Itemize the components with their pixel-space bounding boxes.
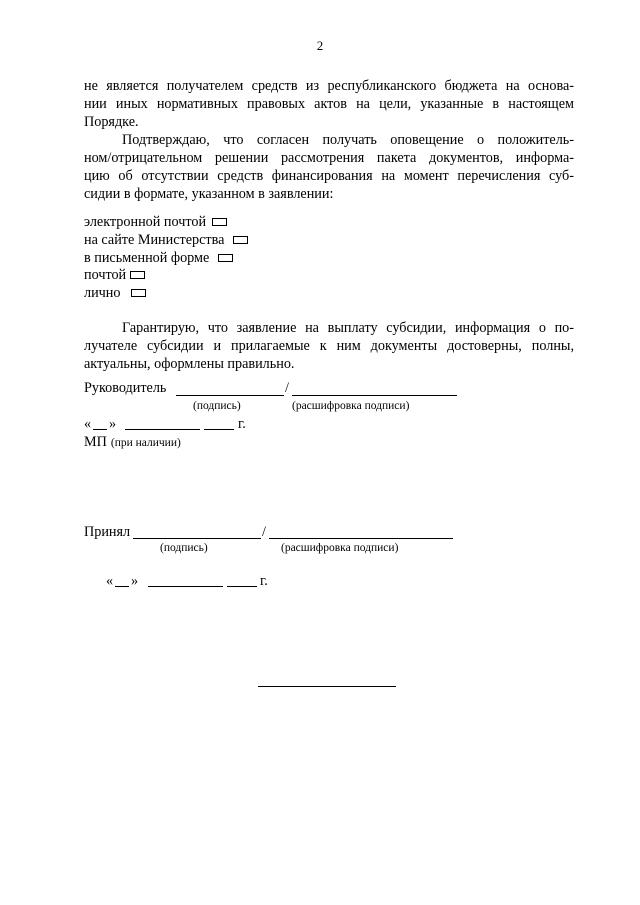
paragraph-notification-consent — [84, 131, 574, 203]
paragraph-line: лучателе субсидии и прилагаемые к ним документы достоверны, полны, — [84, 338, 574, 354]
received-slash: / — [262, 524, 266, 540]
head-caption-signature: (подпись) — [193, 400, 241, 412]
received-label: Принял — [84, 524, 131, 540]
checkbox-written[interactable] — [218, 254, 233, 262]
paragraph-line: актуальны, оформлены правильно. — [84, 356, 295, 372]
closing-separator-line — [258, 686, 396, 687]
paragraph-line: нии иных нормативных правовых актов на цели, указанные в настоящем — [84, 96, 574, 112]
head-date-open-quote: « — [84, 416, 92, 432]
paragraph-line: Подтверждаю, что согласен получать оповещение о положитель- — [122, 132, 574, 148]
checkbox-email[interactable] — [212, 218, 227, 226]
head-date-close-quote: » — [109, 416, 117, 432]
paragraph-line: ном/отрицательном решении рассмотрения пакета документов, информа- — [84, 150, 574, 166]
option-label: на сайте Министерства — [84, 232, 225, 248]
option-label: почтой — [84, 267, 127, 283]
paragraph-line: цию об отсутствии средств финансирования на момент перечисления суб- — [84, 168, 574, 184]
option-post[interactable] — [84, 266, 145, 284]
checkbox-in-person[interactable] — [131, 289, 146, 297]
option-ministry-site[interactable] — [84, 231, 248, 249]
head-date-year-line[interactable] — [204, 429, 234, 430]
paragraph-line: сидии в формате, указанном в заявлении: — [84, 186, 334, 202]
seal-note: (при наличии) — [110, 437, 181, 449]
head-slash: / — [285, 380, 289, 396]
received-caption-signature: (подпись) — [160, 542, 208, 554]
option-label: в письменной форме — [84, 250, 210, 266]
received-date-day-line[interactable] — [115, 586, 129, 587]
seal-line — [84, 433, 181, 451]
paragraph-line: Порядке. — [84, 114, 139, 130]
option-email[interactable] — [84, 213, 227, 231]
checkbox-post[interactable] — [130, 271, 145, 279]
received-date-close-quote: » — [131, 573, 139, 589]
head-signature-line[interactable] — [176, 395, 284, 396]
head-date-day-line[interactable] — [93, 429, 107, 430]
page-number: 2 — [316, 38, 324, 53]
head-label: Руководитель — [84, 380, 167, 396]
paragraph-guarantee — [84, 319, 574, 373]
head-date-month-line[interactable] — [125, 429, 200, 430]
seal-label: МП — [84, 434, 107, 450]
option-label: электронной почтой — [84, 214, 207, 230]
received-date-year-line[interactable] — [227, 586, 257, 587]
received-caption-decoding: (расшифровка подписи) — [281, 542, 399, 554]
received-year-suffix: г. — [260, 573, 268, 589]
option-in-person[interactable] — [84, 284, 146, 302]
received-signature-line[interactable] — [133, 538, 261, 539]
paragraph-line: Гарантирую, что заявление на выплату субсидии, информация о по- — [122, 320, 574, 336]
paragraph-not-recipient — [84, 77, 574, 131]
received-date-open-quote: « — [106, 573, 114, 589]
head-year-suffix: г. — [238, 416, 246, 432]
checkbox-ministry-site[interactable] — [233, 236, 248, 244]
paragraph-line: не является получателем средств из республиканского бюджета на основа- — [84, 78, 574, 94]
received-date-month-line[interactable] — [148, 586, 223, 587]
received-decoding-line[interactable] — [269, 538, 453, 539]
head-decoding-line[interactable] — [292, 395, 457, 396]
head-caption-decoding: (расшифровка подписи) — [292, 400, 410, 412]
option-written[interactable] — [84, 249, 233, 267]
option-label: лично — [84, 285, 121, 301]
